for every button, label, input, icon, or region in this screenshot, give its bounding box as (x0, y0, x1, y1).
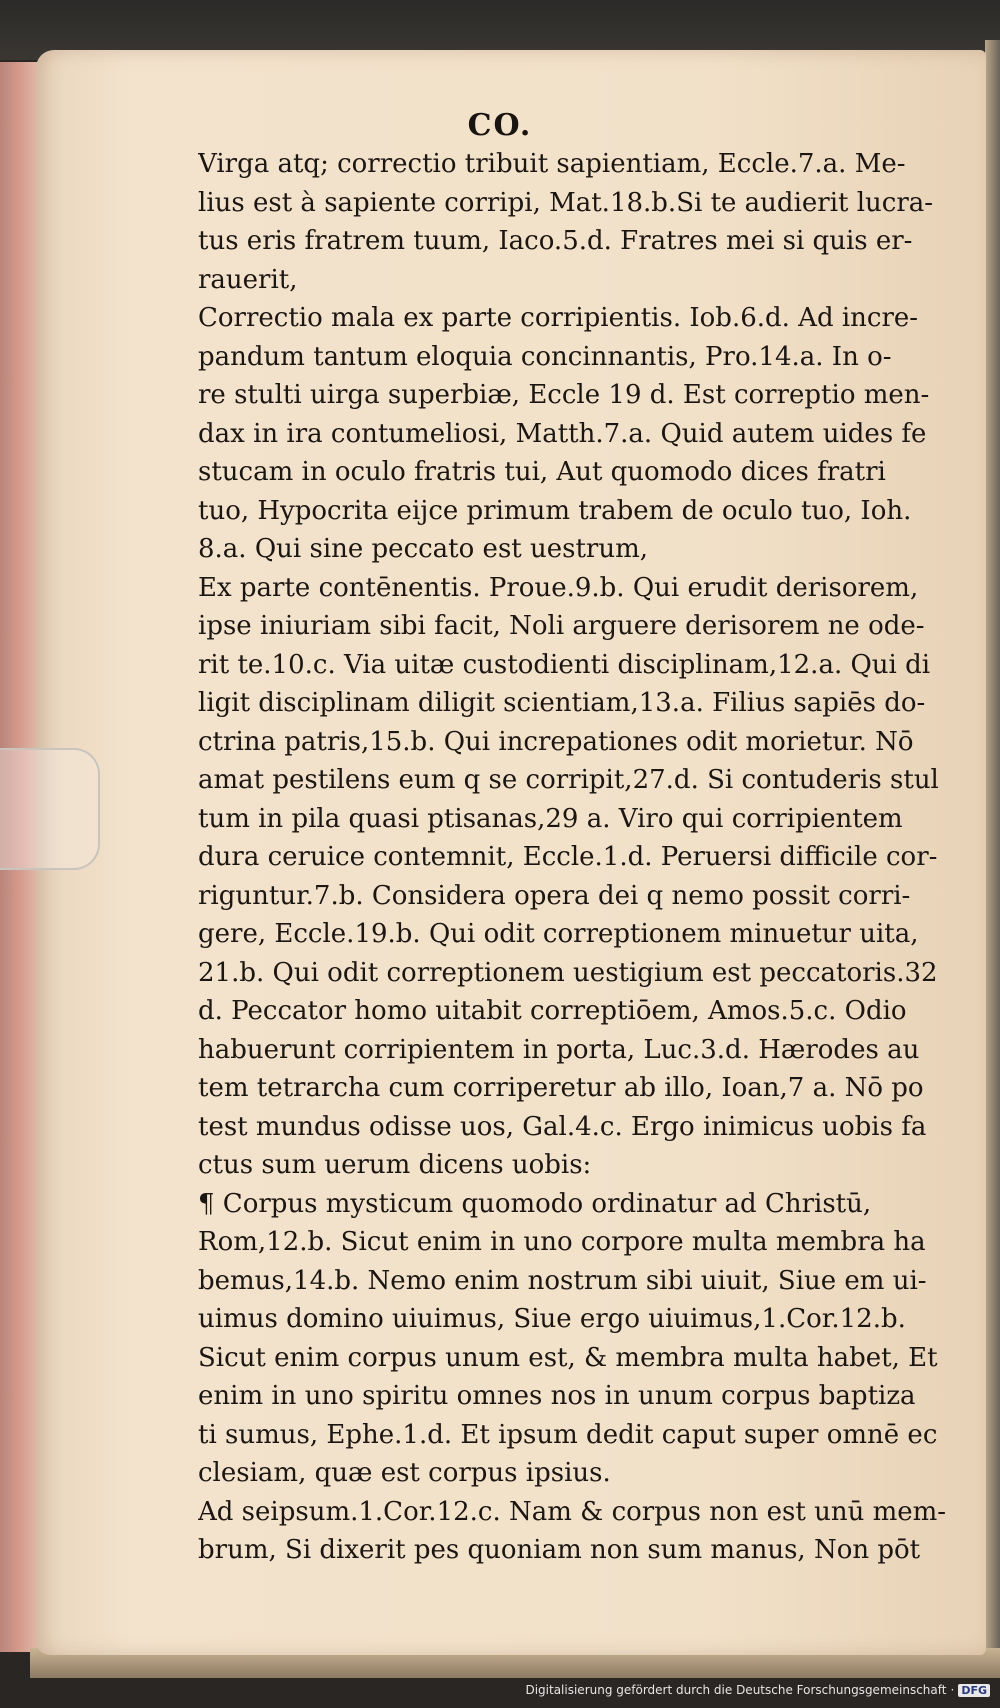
footer-credit (525, 1683, 990, 1697)
text-line: ti sumus, Ephe.1.d. Et ipsum dedit caput super omnē ec (198, 1419, 938, 1450)
text-line: test mundus odisse uos, Gal.4.c. Ergo inimicus uobis fa (198, 1111, 927, 1142)
footer-credit-text: Digitalisierung gefördert durch die Deutsche Forschungsgemeinschaft (525, 1683, 947, 1697)
text-line: re stulti uirga superbiæ, Eccle 19 d. Est correptio men- (198, 380, 930, 410)
text-line: ctus sum uerum dicens uobis: (198, 1150, 592, 1180)
book-edge-right (985, 40, 1000, 1660)
text-line: gere, Eccle.19.b. Qui odit correptionem minuetur uita, (198, 919, 919, 949)
text-line: bemus,14.b. Nemo enim nostrum sibi uiuit, Siue em ui- (198, 1265, 927, 1296)
text-line: 8.a. Qui sine peccato est uestrum, (198, 534, 649, 564)
text-line: tuo, Hypocrita eijce primum trabem de oculo tuo, Ioh. (198, 495, 912, 526)
text-line: pandum tantum eloquia concinnantis, Pro.14.a. In o- (198, 341, 892, 372)
page-heading: CO. (467, 108, 533, 143)
text-line: tum in pila quasi ptisanas,29 a. Viro qui corripientem (198, 803, 903, 834)
text-line: rauerit, (198, 264, 298, 295)
text-line: Rom,12.b. Sicut enim in uno corpore multa membra ha (198, 1227, 926, 1257)
text-line: Ex parte contēnentis. Proue.9.b. Qui erudit derisorem, (198, 572, 919, 603)
text-line: tus eris fratrem tuum, Iaco.5.d. Fratres mei si quis er- (198, 226, 913, 256)
text-line: riguntur.7.b. Considera opera dei q nemo possit corri- (198, 880, 911, 911)
text-line: habuerunt corripientem in porta, Luc.3.d. Hærodes au (198, 1034, 920, 1065)
text-line: Sicut enim corpus unum est, & membra multa habet, Et (198, 1342, 938, 1373)
text-line: rit te.10.c. Via uitæ custodienti disciplinam,12.a. Qui di (198, 649, 931, 680)
text-line: ctrina patris,15.b. Qui increpationes odit morietur. Nō (198, 726, 914, 757)
text-line: tem tetrarcha cum corriperetur ab illo, Ioan,7 a. Nō po (198, 1073, 924, 1103)
text-line: ¶ Corpus mysticum quomodo ordinatur ad Christū, (198, 1188, 872, 1219)
text-line: brum, Si dixerit pes quoniam non sum manus, Non pōt (198, 1535, 921, 1565)
dfg-logo: DFG (958, 1684, 990, 1697)
text-line: ipse iniuriam sibi facit, Noli arguere derisorem ne ode- (198, 611, 925, 641)
text-line: ligit disciplinam diligit scientiam,13.a. Filius sapiēs do- (198, 688, 926, 718)
text-line: Correctio mala ex parte corripientis. Iob.6.d. Ad incre- (198, 303, 919, 333)
text-line: lius est à sapiente corripi, Mat.18.b.Si te audierit lucra- (198, 187, 934, 218)
text-line: stucam in oculo fratris tui, Aut quomodo dices fratri (198, 457, 886, 487)
text-line: 21.b. Qui odit correptionem uestigium est peccatoris.32 (198, 957, 938, 988)
text-line: dax in ira contumeliosi, Matth.7.a. Quid autem uides fe (198, 418, 927, 449)
text-line: amat pestilens eum q se corripit,27.d. Si contuderis stul (198, 765, 939, 795)
text-line: Ad seipsum.1.Cor.12.c. Nam & corpus non est unū mem- (198, 1496, 947, 1527)
page-clip-tab (0, 748, 100, 870)
text-line: clesiam, quæ est corpus ipsius. (198, 1458, 611, 1488)
text-line: d. Peccator homo uitabit correptiōem, Amos.5.c. Odio (198, 996, 907, 1026)
separator: · (950, 1683, 955, 1697)
text-line: uimus domino uiuimus, Siue ergo uiuimus,1.Cor.12.b. (198, 1304, 906, 1334)
page-text (198, 145, 958, 1570)
text-line: dura ceruice contemnit, Eccle.1.d. Peruersi difficile cor- (198, 842, 938, 872)
text-line: Virga atq; correctio tribuit sapientiam, Eccle.7.a. Me- (198, 149, 906, 179)
text-line: enim in uno spiritu omnes nos in unum corpus baptiza (198, 1381, 916, 1411)
